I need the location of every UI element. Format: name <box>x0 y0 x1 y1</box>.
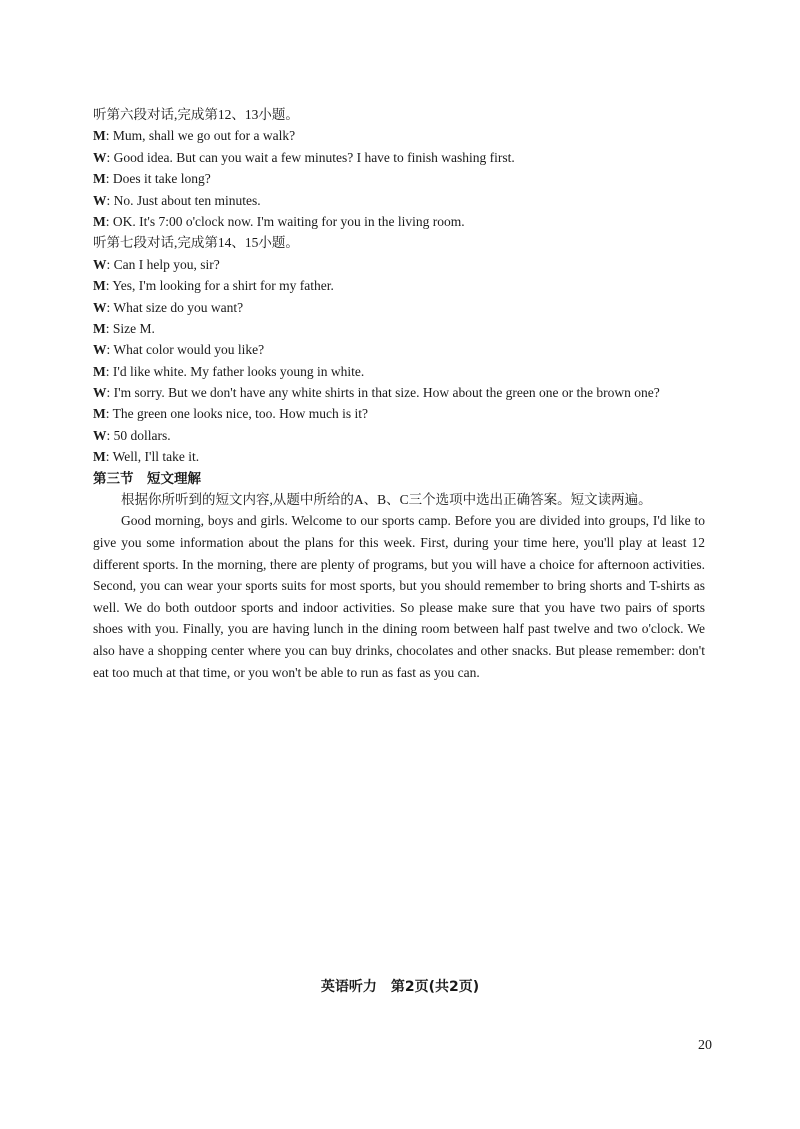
speaker-colon: : <box>105 449 113 465</box>
speaker-colon: : <box>106 299 114 315</box>
speaker-colon: : <box>106 256 114 272</box>
speaker-colon: : <box>106 427 114 443</box>
part3-passage: Good morning, boys and girls. Welcome to our sports camp. Before you are divided into groups, I'd like to give you some information about the plans for this week. First, during your time here, you'll play at least 12 different sports. In the morning, there are plenty of programs, but you will have a choice for afternoon activities. Second, you can wear your sports suits for most sports, but you should remember to bring shorts and T-shirts as well. We do both outdoor sports and indoor activities. So please make sure that you have two pairs of sports shoes with you. Finally, you are having lunch in the dining room between half past twelve and two o'clock. We also have a shopping center where you can buy drinks, chocolates and other snacks. But please remember: don't eat too much at that time, or you won't be able to run as fast as you can. <box>93 513 705 680</box>
speaker-label: M <box>93 406 106 422</box>
speaker-label: M <box>93 128 106 144</box>
dialogue-text: 50 dollars. <box>113 427 171 443</box>
speaker-label: M <box>93 320 106 336</box>
dialogue-text: Can I help you, sir? <box>113 256 220 272</box>
section7-dialogue <box>93 254 705 468</box>
dialogue-line <box>93 425 705 446</box>
dialogue-line <box>93 168 705 189</box>
dialogue-line <box>93 254 705 275</box>
page-number: 20 <box>698 1038 712 1053</box>
part3-instruction: 根据你所听到的短文内容,从题中所给的A、B、C三个选项中选出正确答案。短文读两遍。 <box>121 492 652 508</box>
dialogue-text: Yes, I'm looking for a shirt for my father. <box>112 278 334 294</box>
dialogue-line <box>93 125 705 146</box>
speaker-label: M <box>93 278 106 294</box>
section7-heading: 听第七段对话,完成第14、15小题。 <box>93 235 299 251</box>
dialogue-line <box>93 446 705 467</box>
speaker-label: W <box>93 299 107 315</box>
part3-title: 第三节 短文理解 <box>93 470 201 486</box>
speaker-label: M <box>93 449 106 465</box>
page-content <box>93 104 705 683</box>
section6-heading: 听第六段对话,完成第12、13小题。 <box>93 107 299 122</box>
dialogue-line <box>93 211 705 232</box>
dialogue-text: Does it take long? <box>112 171 211 187</box>
speaker-label: W <box>93 192 107 208</box>
dialogue-line <box>93 147 705 168</box>
speaker-label: W <box>93 149 107 165</box>
speaker-colon: : <box>106 192 114 208</box>
speaker-colon: : <box>105 320 113 336</box>
dialogue-text: OK. It's 7:00 o'clock now. I'm waiting for you in the living room. <box>112 213 465 229</box>
speaker-colon: : <box>106 385 114 401</box>
dialogue-text: I'd like white. My father looks young in white. <box>112 363 365 379</box>
dialogue-text: Size M. <box>112 320 155 336</box>
dialogue-line <box>93 382 705 403</box>
dialogue-line <box>93 339 705 360</box>
speaker-colon: : <box>105 363 113 379</box>
dialogue-text: Good idea. But can you wait a few minutes? I have to finish washing first. <box>113 149 515 165</box>
speaker-label: M <box>93 171 106 187</box>
dialogue-line <box>93 297 705 318</box>
speaker-label: W <box>93 342 107 358</box>
dialogue-line <box>93 318 705 339</box>
page-footer: 英语听力 第2页(共2页) <box>320 979 480 995</box>
dialogue-line <box>93 361 705 382</box>
dialogue-text: What color would you like? <box>113 342 265 358</box>
dialogue-text: No. Just about ten minutes. <box>113 192 261 208</box>
dialogue-text: Mum, shall we go out for a walk? <box>112 128 296 144</box>
dialogue-line <box>93 190 705 211</box>
speaker-colon: : <box>105 128 113 144</box>
dialogue-text: Well, I'll take it. <box>112 449 200 465</box>
speaker-colon: : <box>106 342 114 358</box>
speaker-colon: : <box>105 406 113 422</box>
speaker-label: M <box>93 363 106 379</box>
speaker-label: W <box>93 256 107 272</box>
dialogue-text: The green one looks nice, too. How much is it? <box>112 406 368 422</box>
dialogue-line <box>93 403 705 424</box>
speaker-colon: : <box>105 171 113 187</box>
speaker-label: W <box>93 427 107 443</box>
speaker-colon: : <box>105 213 113 229</box>
dialogue-line <box>93 275 705 296</box>
dialogue-text: What size do you want? <box>113 299 244 315</box>
speaker-label: W <box>93 385 107 401</box>
speaker-colon: : <box>105 278 113 294</box>
speaker-colon: : <box>106 149 114 165</box>
dialogue-text: I'm sorry. But we don't have any white shirts in that size. How about the green one or the brown one? <box>113 385 660 401</box>
speaker-label: M <box>93 213 106 229</box>
section6-dialogue <box>93 125 705 232</box>
